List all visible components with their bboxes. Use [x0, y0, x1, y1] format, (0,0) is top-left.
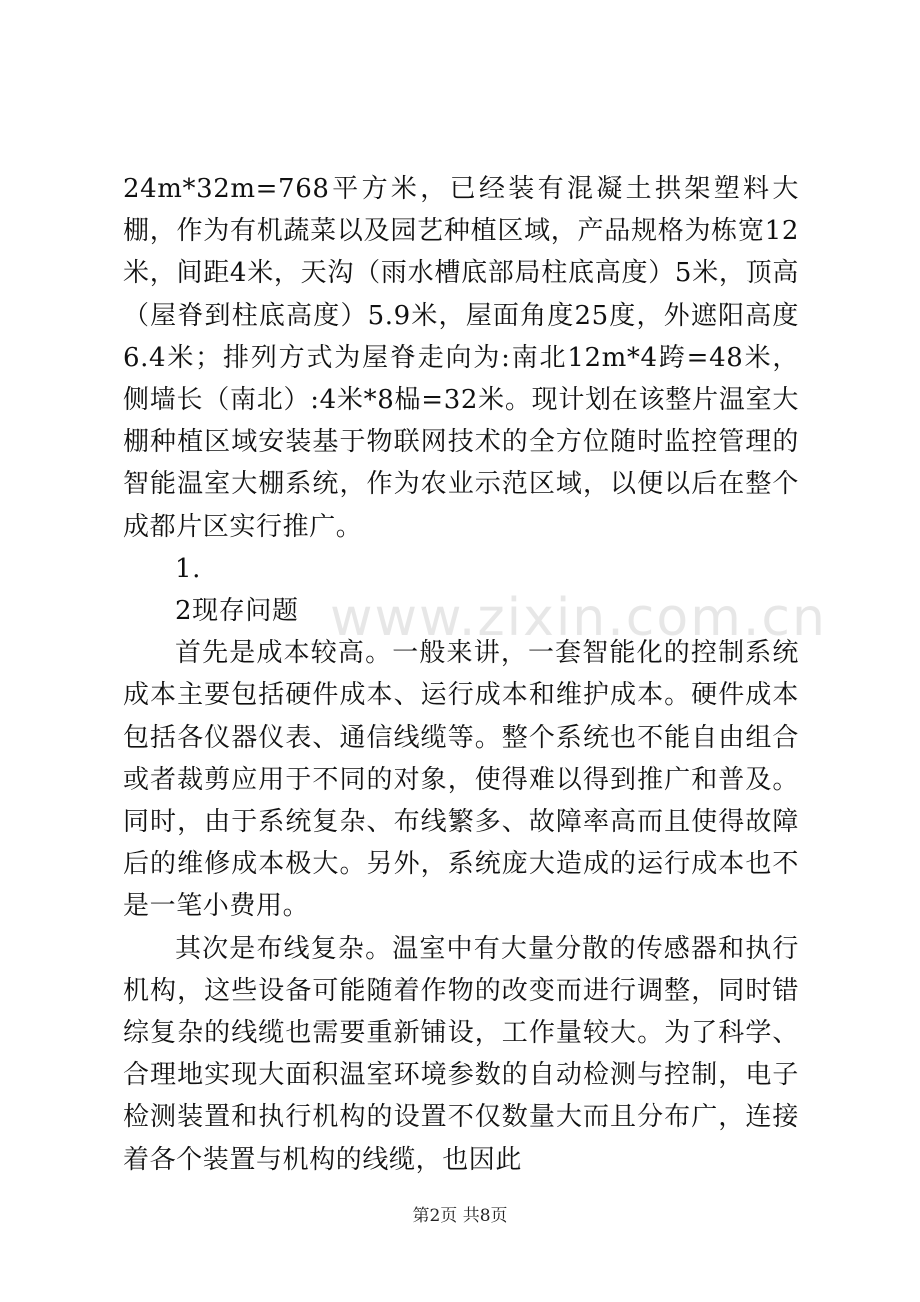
section-heading: 2现存问题: [175, 596, 299, 627]
watermark: www.zixin.com.cn: [330, 588, 827, 648]
document-body: [123, 168, 799, 1181]
paragraph-cost-issue: 首先是成本较高。一般来讲，一套智能化的控制系统成本主要包括硬件成本、运行成本和维护成本。硬件成本包括各仪器仪表、通信线缆等。整个系统也不能自由组合或者裁剪应用于不同的对象，使得难以得到推广和普及。同时，由于系统复杂、布线繁多、故障率高而且使得故障后的维修成本极大。另外，系统庞大造成的运行成本也不是一笔小费用。: [123, 638, 799, 922]
page-footer: 第2页 共8页: [412, 1206, 508, 1226]
paragraph-intro-continuation: 24m*32m=768平方米，已经装有混凝土拱架塑料大棚，作为有机蔬菜以及园艺种植区域，产品规格为栋宽12米，间距4米，天沟（雨水槽底部局柱底高度）5米，顶高（屋脊到柱底高度）5.9米，屋面角度25度，外遮阳高度6.4米；排列方式为屋脊走向为:南北12m*4跨=48米，侧墙长（南北）:4米*8榀=32米。现计划在该整片温室大棚种植区域安装基于物联网技术的全方位随时监控管理的智能温室大棚系统，作为农业示范区域，以便以后在整个成都片区实行推广。: [123, 174, 799, 542]
paragraph-wiring-issue: 其次是布线复杂。温室中有大量分散的传感器和执行机构，这些设备可能随着作物的改变而进行调整，同时错综复杂的线缆也需要重新铺设，工作量较大。为了科学、合理地实现大面积温室环境参数的自动检测与控制，电子检测装置和执行机构的设置不仅数量大而且分布广，连接着各个装置与机构的线缆，也因此: [123, 933, 799, 1175]
list-number: 1.: [175, 553, 202, 584]
